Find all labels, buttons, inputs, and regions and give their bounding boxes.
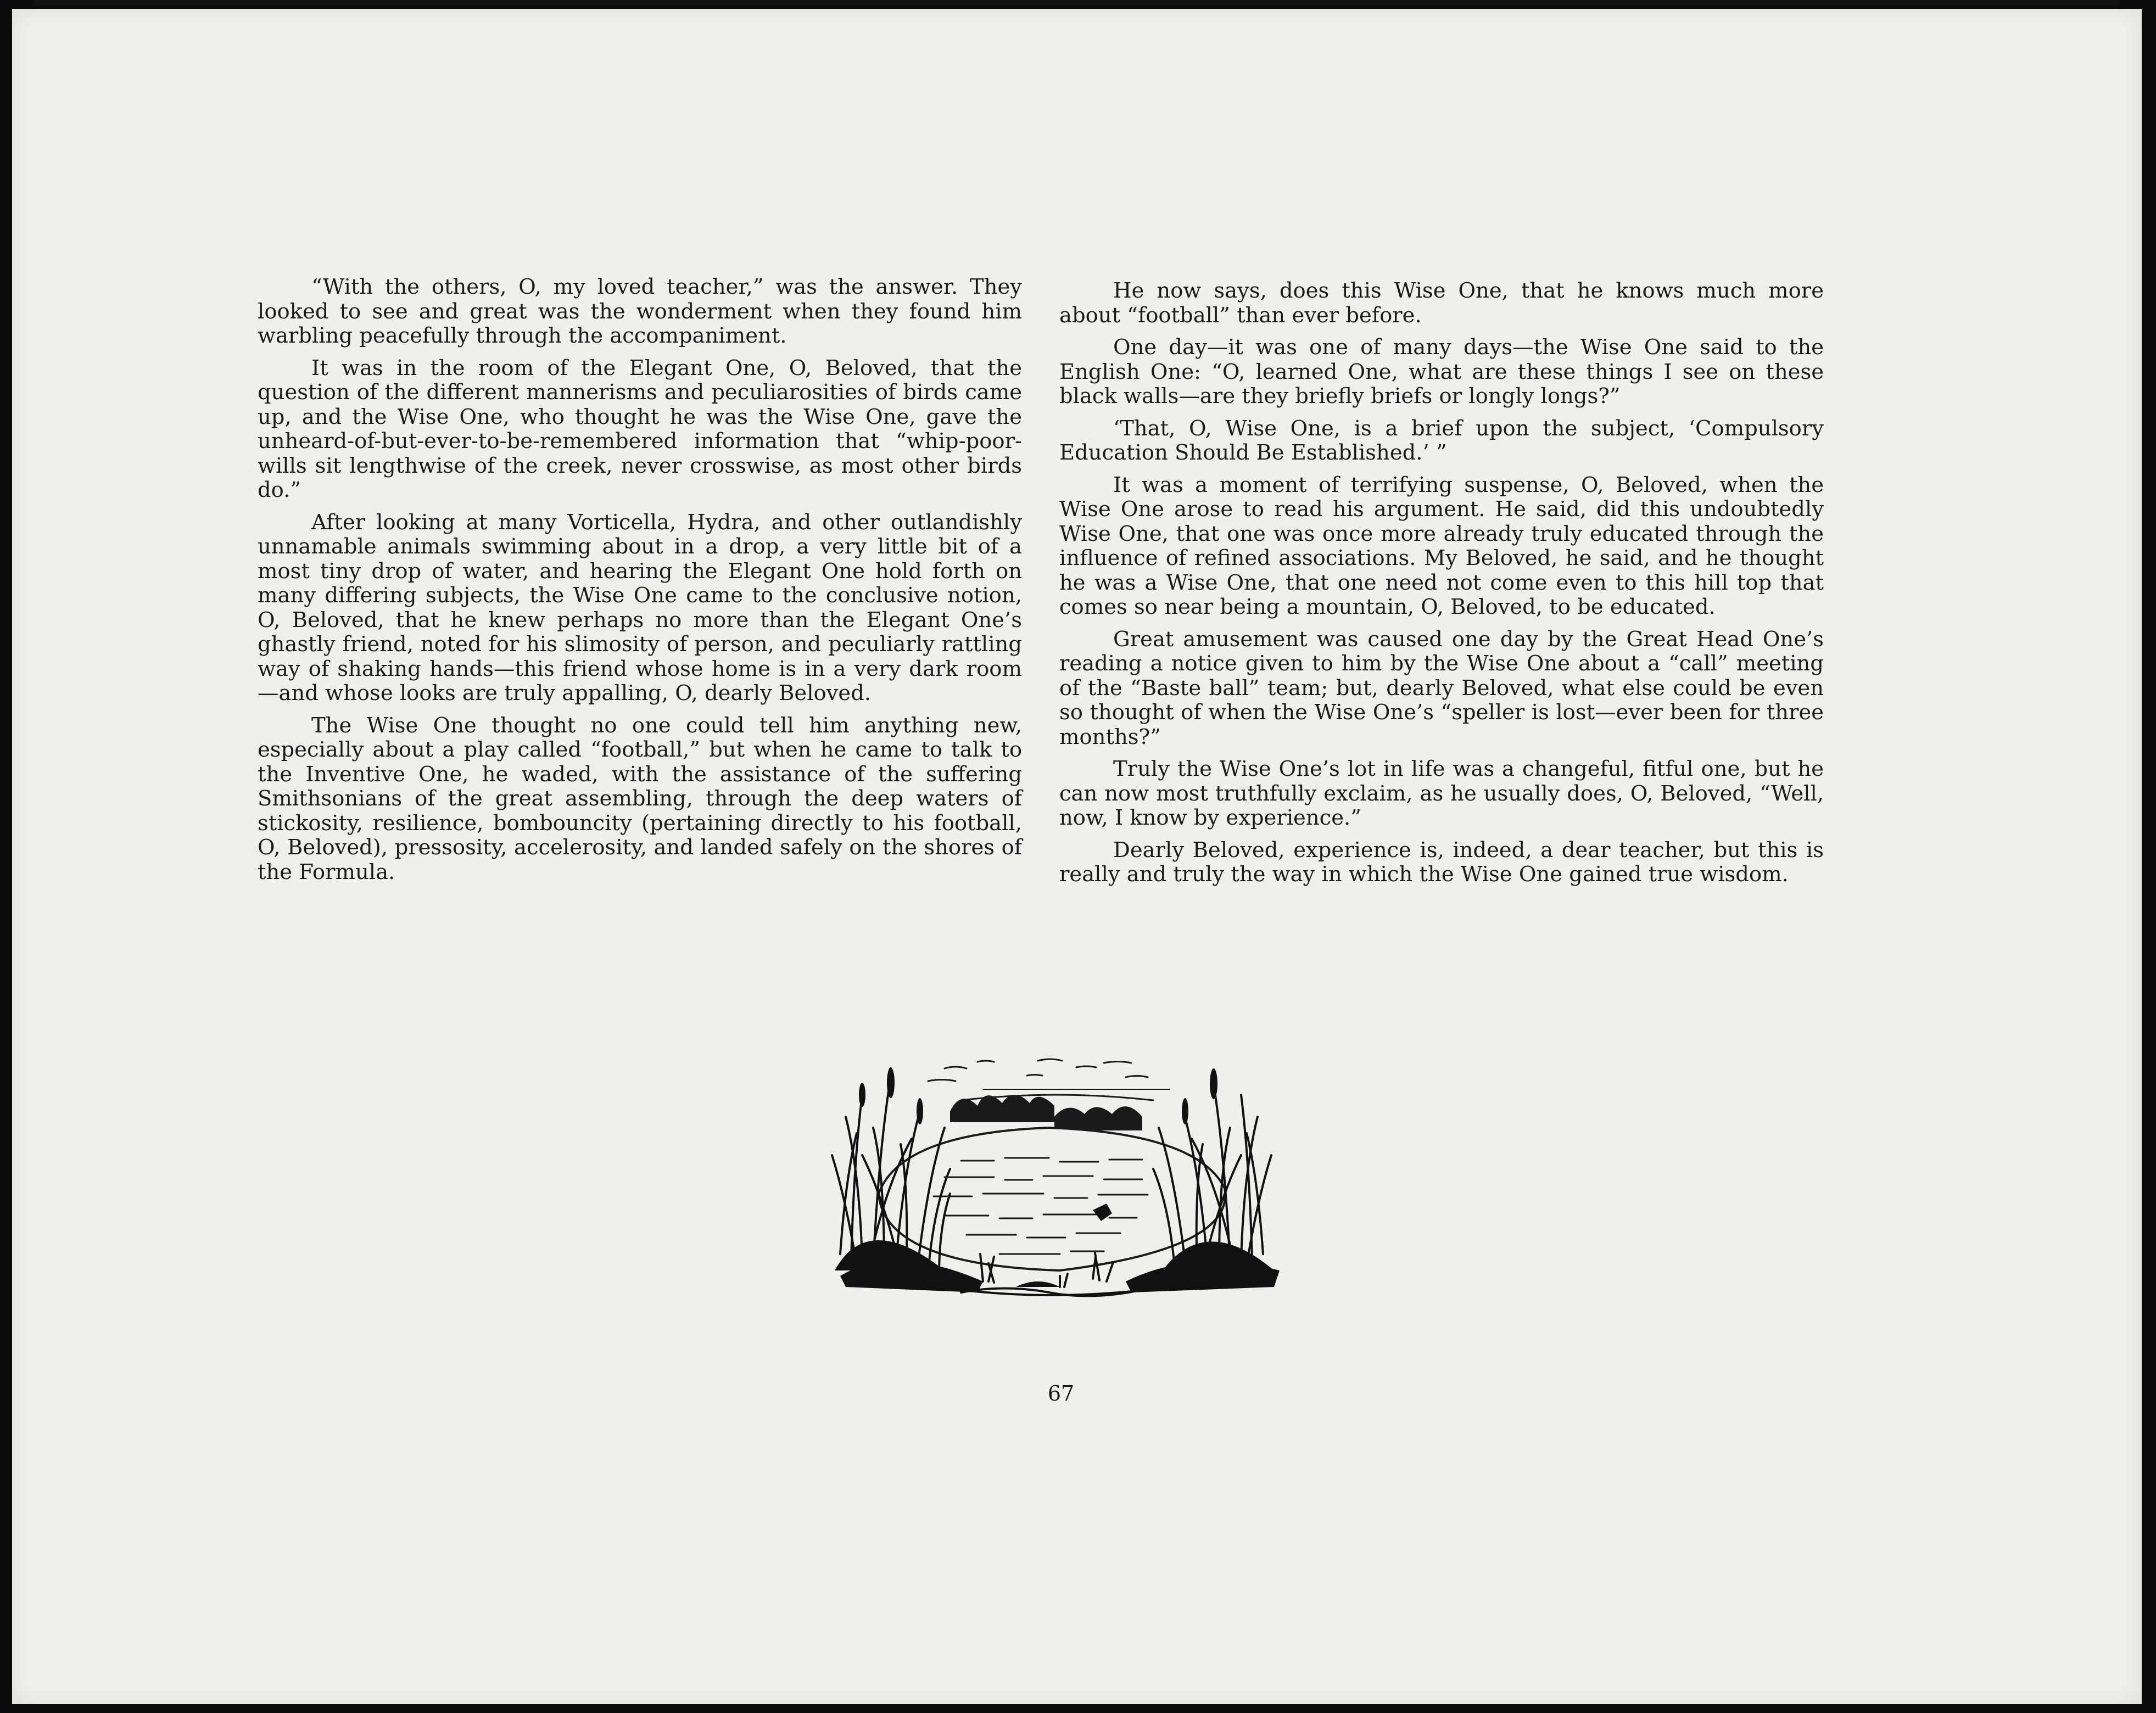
left-paragraph-1: “With the others, O, my loved teacher,” was the answer. They looked to see and great was the wonderment when they found him warbling peacefully through the accompaniment. [258,275,1022,348]
right-paragraph-5: Great amusement was caused one day by the Great Head One’s reading a notice given to him by the Wise One about a “call” meeting of the “Baste ball” team; but, dearly Beloved, what else could be even so thought of when the Wise One’s “speller is lost—ever been for three months?” [1059,626,1824,749]
left-paragraph-2: It was in the room of the Elegant One, O, Beloved, that the question of the different mannerisms and peculiarosities of birds came up, and the Wise One, who thought he was the Wise One, gave the unheard-of-but-ever-to-be-remembered information that “whip-poor-wills sit lengthwise of the creek, never crosswise, as most other birds do.” [258,355,1022,502]
left-paragraph-3: After looking at many Vorticella, Hydra, and other outlandishly unnamable animals swimming about in a drop, a very little bit of a most tiny drop of water, and hearing the Elegant One hold forth on many differing subjects, the Wise One came to the conclusive notion, O, Beloved, that he knew perhaps no more than the Elegant One’s ghastly friend, noted for his slimosity of person, and peculiarly rattling way of shaking hands—this friend whose home is in a very dark room—and whose looks are truly appalling, O, dearly Beloved. [258,510,1022,706]
right-text-column [1059,279,1824,895]
right-paragraph-3: ‘That, O, Wise One, is a brief upon the subject, ‘Compulsory Education Should Be Established.’ ” [1059,416,1824,465]
left-paragraph-4: The Wise One thought no one could tell him anything new, especially about a play called “football,” but when he came to talk to the Inventive One, he waded, with the assistance of the suffering Smithsonians of the great assembling, through the deep waters of stickosity, resilience, bombouncity (pertaining directly to his football, O, Beloved), pressosity, accelerosity, and landed safely on the shores of the Formula. [258,713,1022,885]
left-text-column [258,275,1022,892]
right-paragraph-7: Dearly Beloved, experience is, indeed, a dear teacher, but this is really and truly the way in which the Wise One gained true wisdom. [1059,837,1824,887]
right-paragraph-4: It was a moment of terrifying suspense, O, Beloved, when the Wise One arose to read his argument. He said, did this undoubtedly Wise One, that one was once more already truly educated through the influence of refined associations. My Beloved, he said, and he thought he was a Wise One, that one need not come even to this hill top that comes so near being a mountain, O, Beloved, to be educated. [1059,472,1824,619]
right-paragraph-1: He now says, does this Wise One, that he knows much more about “football” than ever before. [1059,278,1824,328]
book-page [12,9,2142,1704]
pond-reeds-vignette-icon [818,1029,1285,1303]
scan-top-edge [33,0,2120,5]
right-paragraph-2: One day—it was one of many days—the Wise One said to the English One: “O, learned One, what are these things I see on these black walls—are they briefly briefs or longly longs?” [1059,335,1824,408]
page-number: 67 [1047,1381,1075,1406]
right-paragraph-6: Truly the Wise One’s lot in life was a changeful, fitful one, but he can now most truthfully exclaim, as he usually does, O, Beloved, “Well, now, I know by experience.” [1059,757,1824,830]
